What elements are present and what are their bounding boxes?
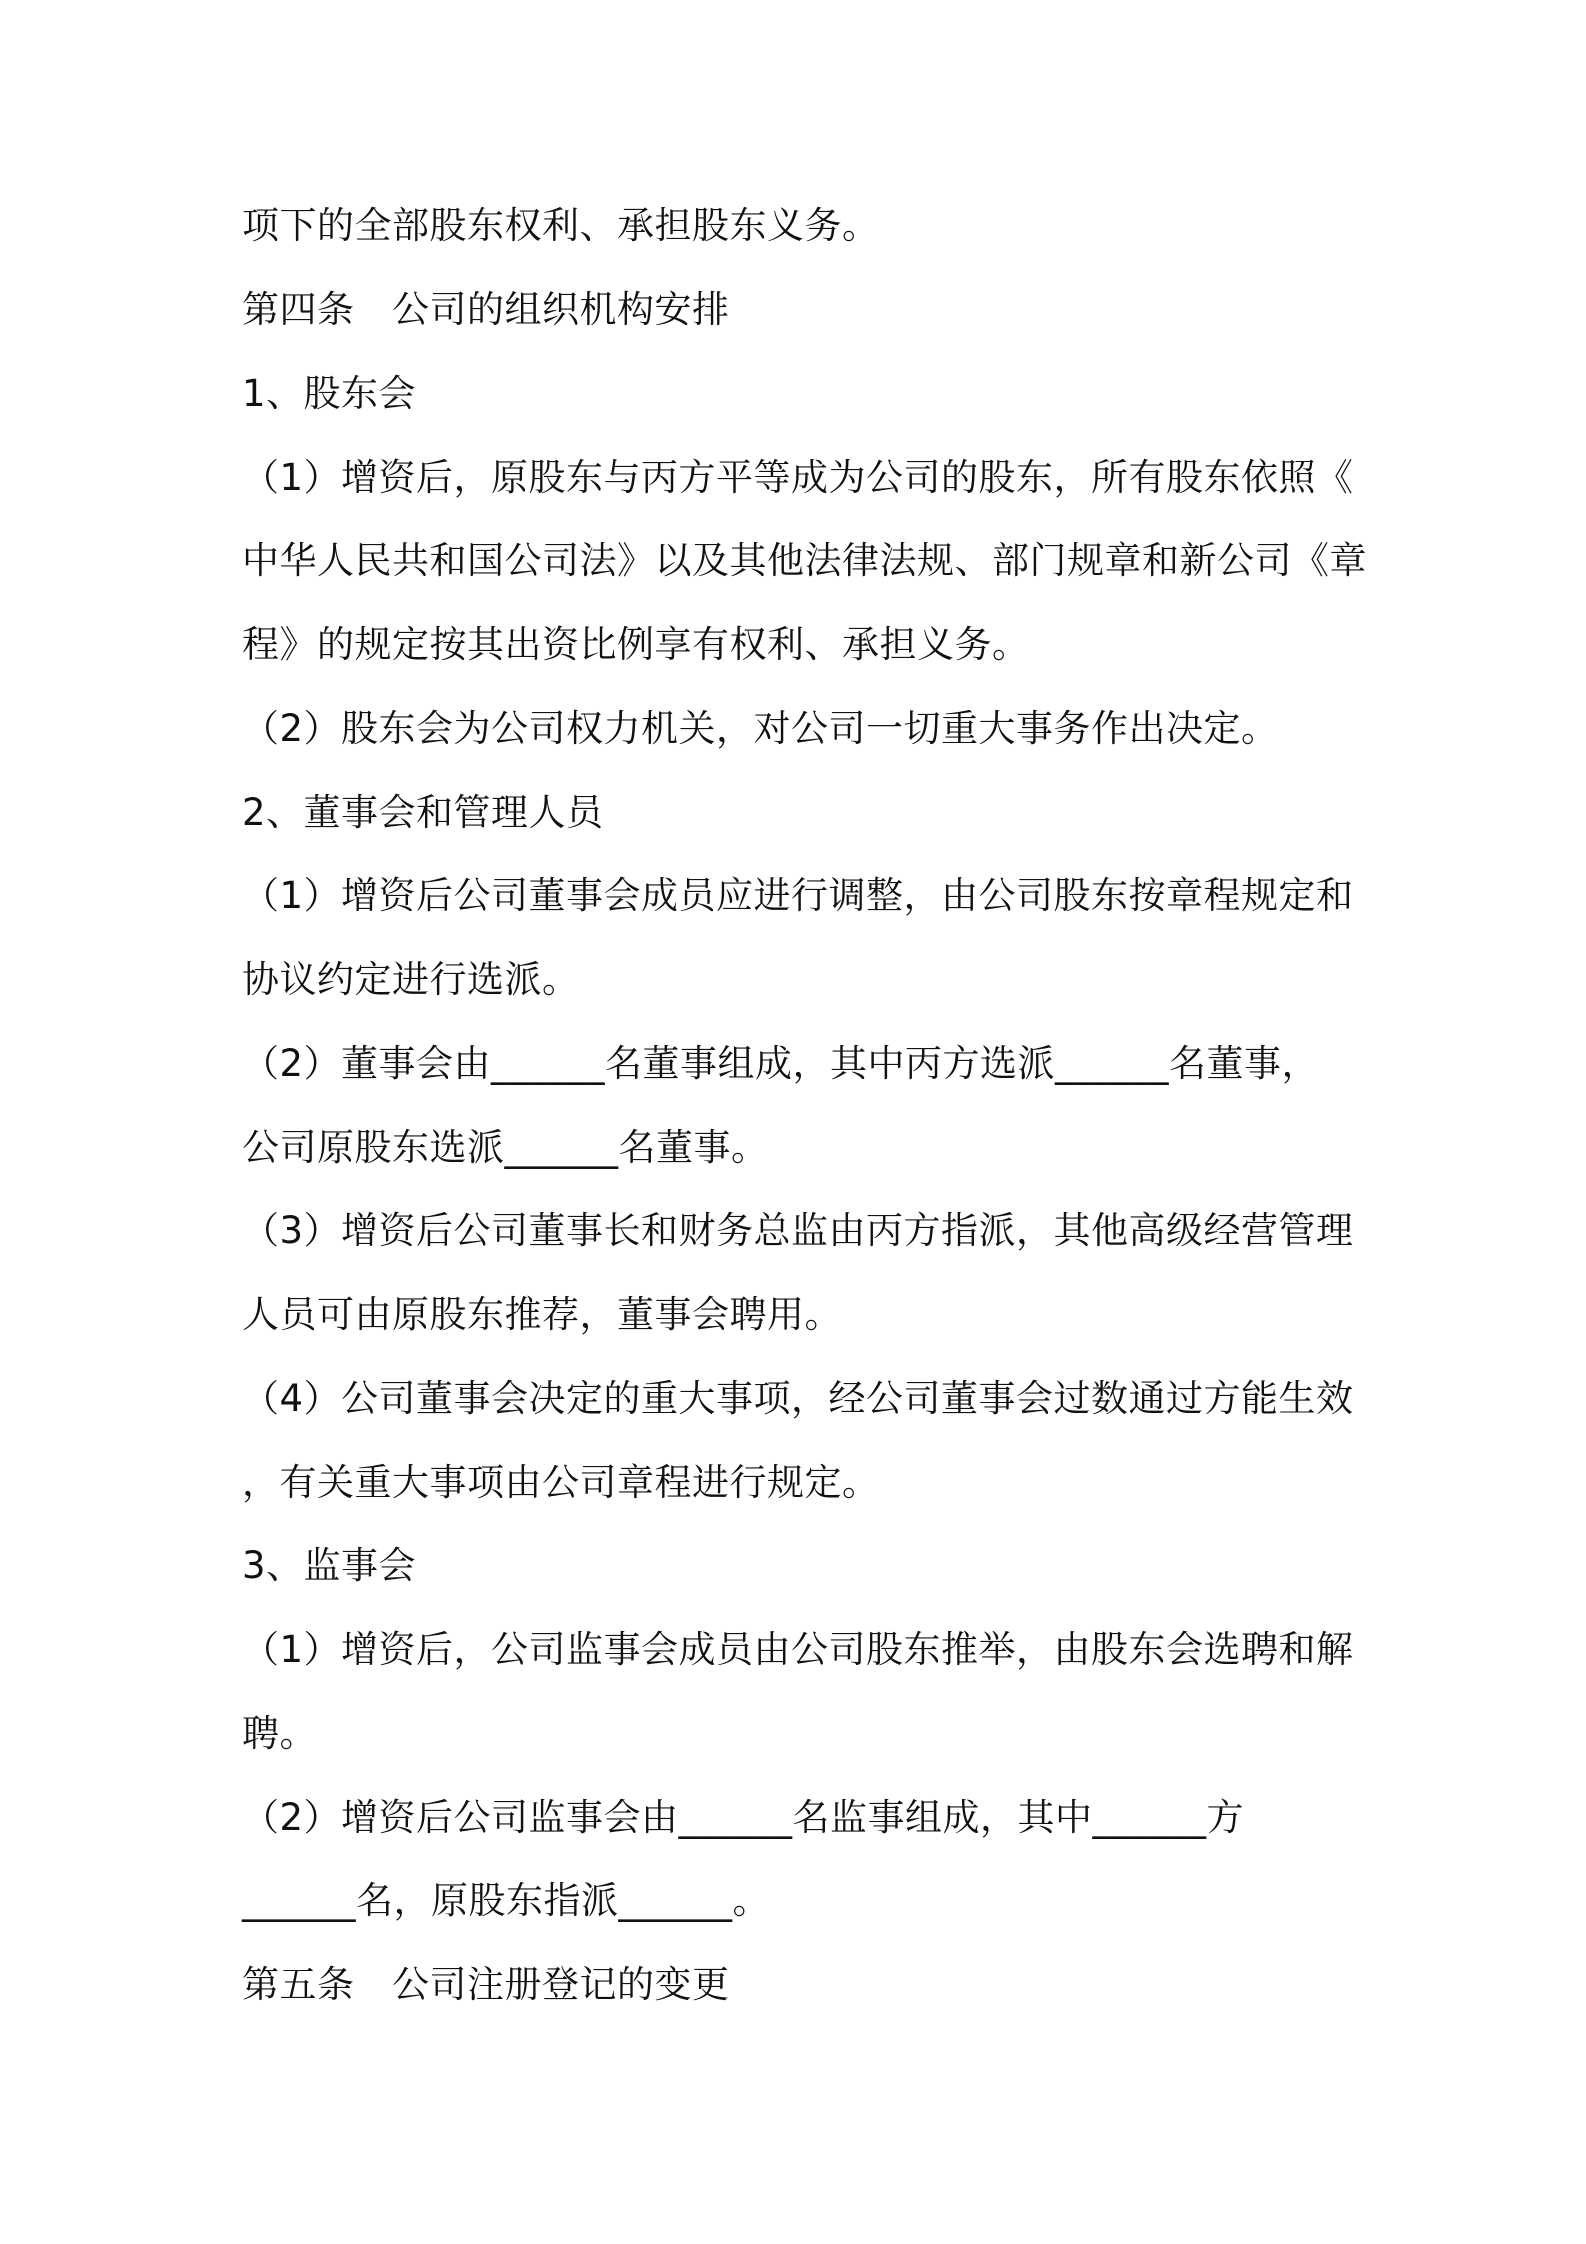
text-line: 人员可由原股东推荐，董事会聘用。 <box>242 1293 842 1336</box>
text-line: （1）增资后，公司监事会成员由公司股东推举，由股东会选聘和解 <box>242 1628 1354 1671</box>
article-heading: 第五条 公司注册登记的变更 <box>242 1963 730 2006</box>
text-line: （3）增资后公司董事长和财务总监由丙方指派，其他高级经营管理 <box>242 1209 1354 1252</box>
section-heading: 2、董事会和管理人员 <box>242 791 604 834</box>
text-line: （1）增资后，原股东与丙方平等成为公司的股东，所有股东依照《 <box>242 456 1354 499</box>
text-line: ______名，原股东指派______。 <box>242 1879 770 1922</box>
text-line: （2）增资后公司监事会由______名监事组成，其中______方 <box>242 1796 1245 1839</box>
section-heading: 1、股东会 <box>242 372 417 415</box>
text-line: （1）增资后公司董事会成员应进行调整，由公司股东按章程规定和 <box>242 874 1354 917</box>
text-line: （4）公司董事会决定的重大事项，经公司董事会过数通过方能生效 <box>242 1377 1354 1420</box>
text-line: 聘。 <box>242 1712 317 1755</box>
text-line: ，有关重大事项由公司章程进行规定。 <box>242 1461 880 1504</box>
text-line: （2）股东会为公司权力机关，对公司一切重大事务作出决定。 <box>242 707 1279 750</box>
text-line: 程》的规定按其出资比例享有权利、承担义务。 <box>242 623 1030 666</box>
text-line: （2）董事会由______名董事组成，其中丙方选派______名董事， <box>242 1042 1320 1085</box>
article-heading: 第四条 公司的组织机构安排 <box>242 288 730 331</box>
section-heading: 3、监事会 <box>242 1544 417 1587</box>
text-line: 中华人民共和国公司法》以及其他法律法规、部门规章和新公司《章 <box>242 539 1367 582</box>
text-line: 项下的全部股东权利、承担股东义务。 <box>242 204 880 247</box>
text-line: 公司原股东选派______名董事。 <box>242 1126 769 1169</box>
text-line: 协议约定进行选派。 <box>242 958 580 1001</box>
